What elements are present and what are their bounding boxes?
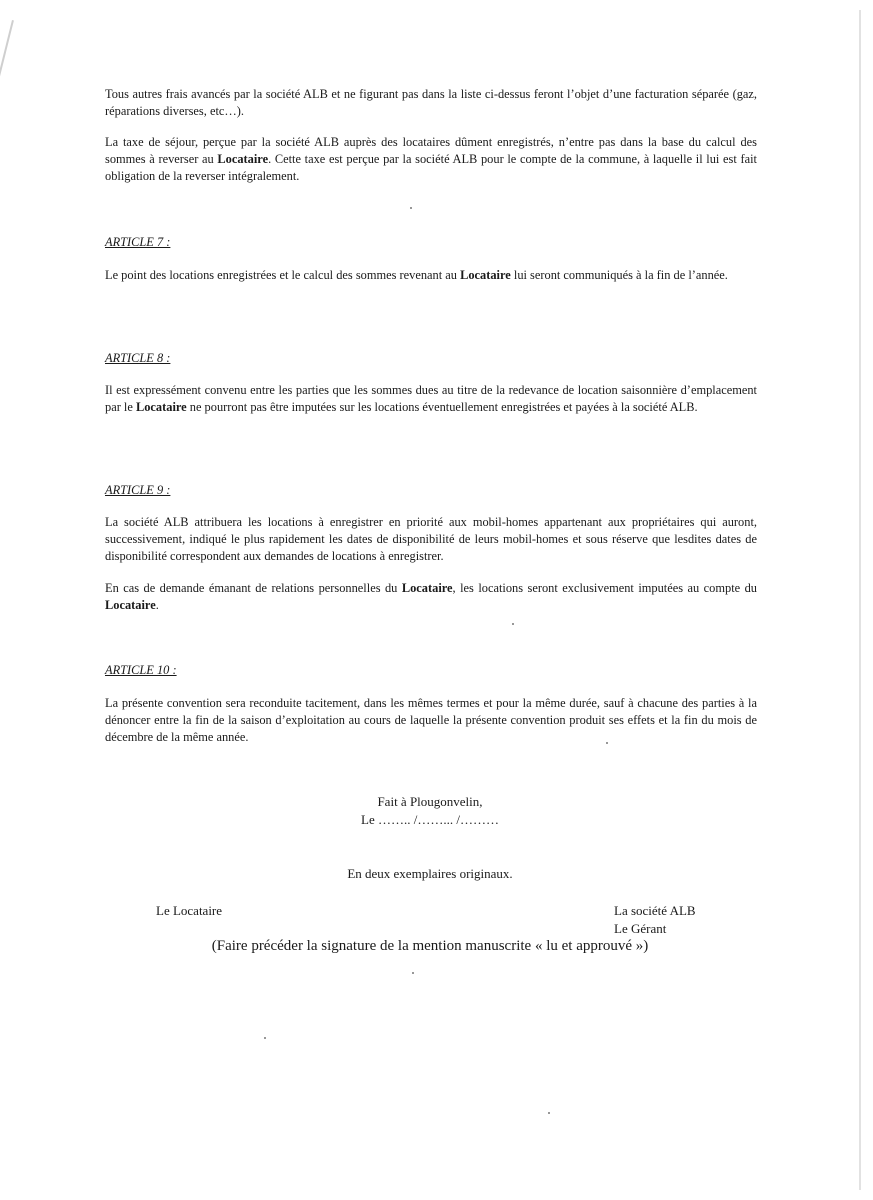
scan-speck	[410, 207, 412, 209]
tenant-signature-label: Le Locataire	[156, 903, 223, 918]
scan-speck	[412, 972, 414, 974]
article-10-heading: ARTICLE 10 :	[105, 663, 177, 677]
article-8-heading: ARTICLE 8 :	[105, 351, 171, 365]
intro-paragraph-2: La taxe de séjour, perçue par la société ALB auprès des locataires dûment enregistrés, n’entre pas dans la base du calcul des sommes à reverser au Locataire. Cette taxe est perçue par la société ALB pour le compte de la commune, à laquelle il lui est fait obligation de la reverser intégralement.	[105, 135, 757, 183]
scan-speck	[512, 623, 514, 625]
article-9-paragraph-1: La société ALB attribuera les locations à enregistrer en priorité aux mobil-homes appartenant aux propriétaires qui auront, successivement, indiqué le plus rapidement les dates de disponibilité de leurs mobil-homes et sous réserve que lesdites dates de disponibilité correspondent aux demandes de locations à enregistrer.	[105, 515, 757, 563]
article-9-heading: ARTICLE 9 :	[105, 483, 171, 497]
signature-mention: (Faire précéder la signature de la mention manuscrite « lu et approuvé »)	[211, 938, 649, 954]
company-signature-label: La société ALB	[614, 903, 696, 918]
scan-speck	[264, 1037, 266, 1039]
article-9-paragraph-2: En cas de demande émanant de relations personnelles du Locataire, les locations seront exclusivement imputées au compte du Locataire.	[105, 581, 757, 612]
scan-speck	[548, 1112, 550, 1114]
place-line: Fait à Plougonvelin,	[377, 794, 483, 809]
scan-mark	[0, 20, 14, 127]
article-10-paragraph: La présente convention sera reconduite tacitement, dans les mêmes termes et pour la même durée, sauf à chacune des parties à la dénoncer entre la fin de la saison d’exploitation au cours de laquelle la présente convention produit ses effets et la fin du mois de décembre de la même année.	[105, 696, 757, 744]
intro-paragraph-1: Tous autres frais avancés par la société ALB et ne figurant pas dans la liste ci-dessus feront l’objet d’une facturation séparée (gaz, réparations diverses, etc…).	[105, 87, 757, 118]
date-line: Le …….. /……... /………	[361, 812, 499, 827]
copies-line: En deux exemplaires originaux.	[347, 866, 513, 881]
article-7-paragraph: Le point des locations enregistrées et le calcul des sommes revenant au Locataire lui seront communiqués à la fin de l’année.	[105, 268, 728, 282]
article-8-paragraph: Il est expressément convenu entre les parties que les sommes dues au titre de la redevance de location saisonnière d’emplacement par le Locataire ne pourront pas être imputées sur les locations éventuellement enregistrées et payées à la société ALB.	[105, 383, 757, 414]
article-7-heading: ARTICLE 7 :	[105, 235, 171, 249]
scan-edge	[859, 10, 861, 1190]
manager-signature-label: Le Gérant	[614, 921, 667, 936]
scan-speck	[606, 742, 608, 744]
